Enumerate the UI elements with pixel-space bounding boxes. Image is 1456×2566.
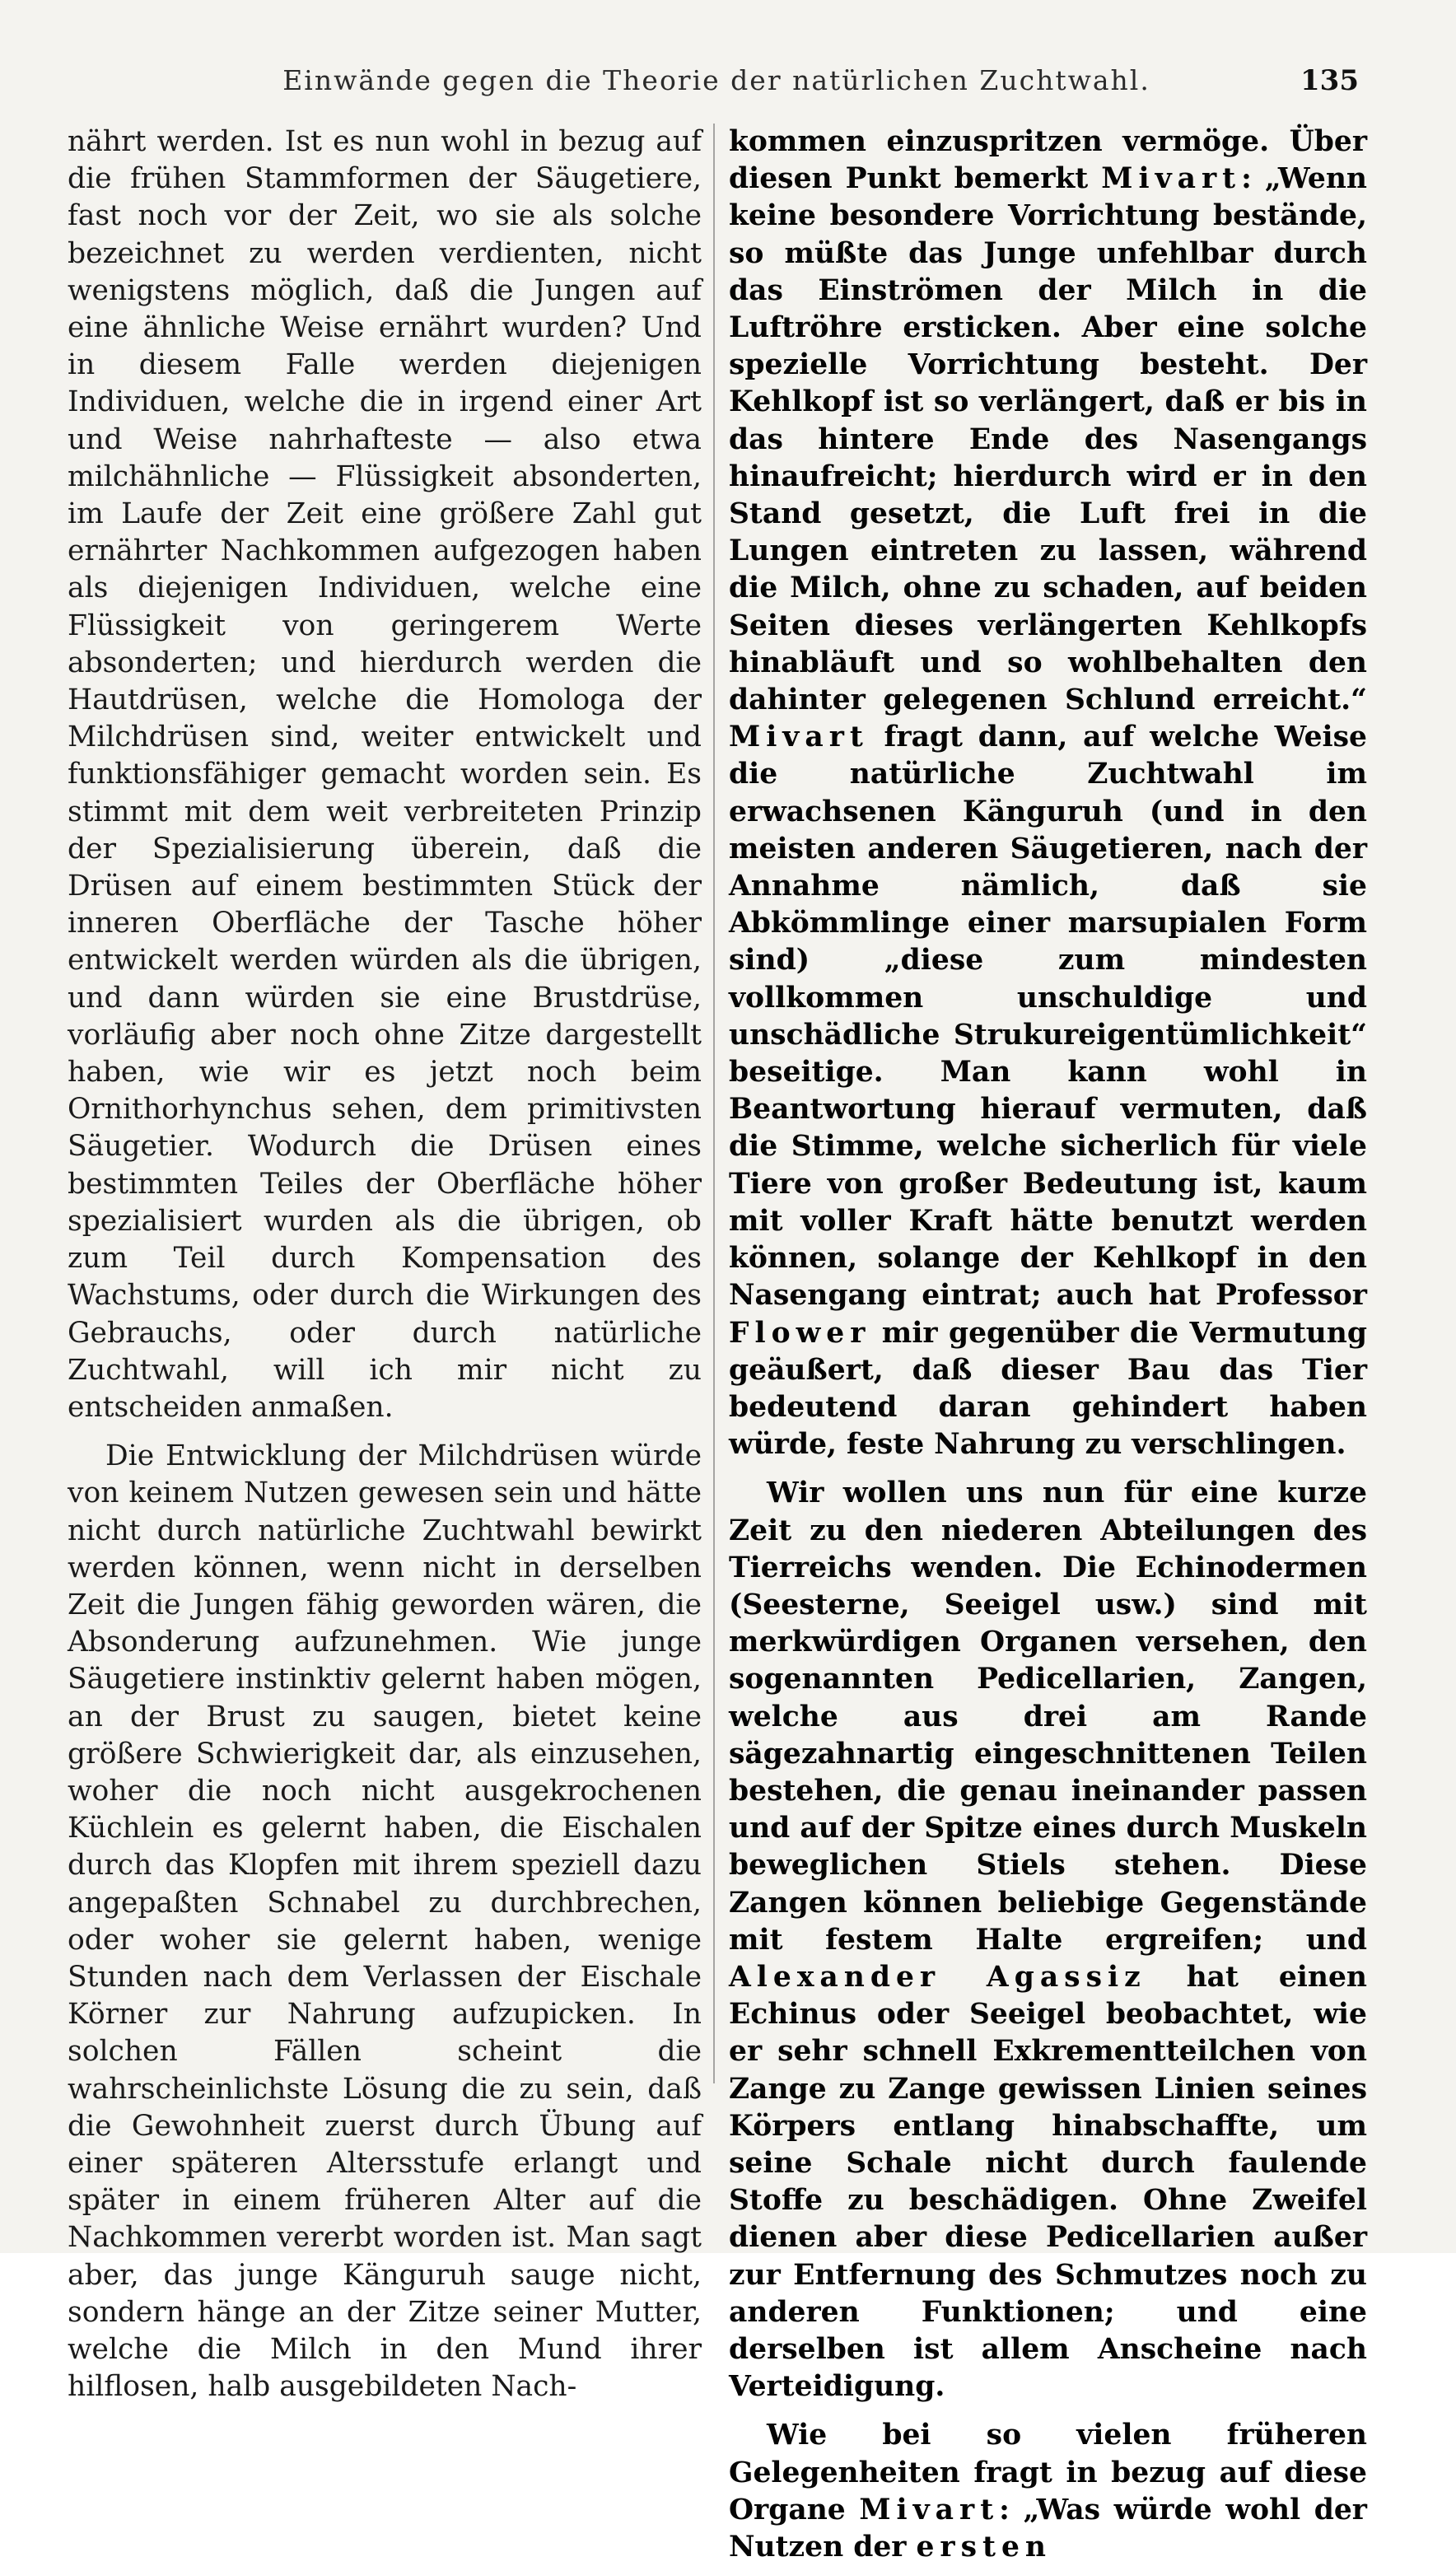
page-header: [74, 64, 1359, 114]
right-paragraph-3: [729, 2417, 1367, 2566]
author-name-flower: Flower: [729, 1316, 871, 1350]
text-span: hat einen Echinus oder Seeigel beobachtet, wie er sehr schnell Exkrementteilchen von Zange zu Zange gewissen Linien seines Körpers entlang hinabschaffte, um seine Schale nicht durch faulende Stoffe zu beschädigen. Ohne Zweifel dienen aber diese Pedicellarien außer zur Entfernung des Schmutzes noch zu anderen Funktionen; und eine derselben ist allem Anscheine nach Verteidigung.: [729, 1960, 1367, 2404]
left-paragraph-1: nährt werden. Ist es nun wohl in bezug auf die frühen Stammformen der Säugetiere, fast noch vor der Zeit, wo sie als solche bezeichnet zu werden verdienten, nicht wenigstens möglich, daß die Jungen auf eine ähnliche Weise ernährt wurden? Und in diesem Falle werden diejenigen Individuen, welche die in irgend einer Art und Weise nahrhafteste — also etwa milchähnliche — Flüssigkeit absonderten, im Laufe der Zeit eine größere Zahl gut ernährter Nachkommen aufgezogen haben als diejenigen Individuen, welche eine Flüssigkeit von geringerem Werte absonderten; und hierdurch werden die Hautdrüsen, welche die Homologa der Milchdrüsen sind, weiter entwickelt und funktionsfähiger gemacht worden sein. Es stimmt mit dem weit verbreiteten Prinzip der Spezialisierung überein, daß die Drüsen auf einem bestimmten Stück der inneren Oberfläche der Tasche höher entwickelt werden würden als die übrigen, und dann würden sie eine Brustdrüse, vorläufig aber noch ohne Zitze dargestellt haben, wie wir es jetzt noch beim Ornithorhynchus sehen, dem primitivsten Säugetier. Wodurch die Drüsen eines bestimmten Teiles der Oberfläche höher spezialisiert wurden als die übrigen, ob zum Teil durch Kompensation des Wachstums, oder durch die Wirkungen des Gebrauchs, oder durch natürliche Zuchtwahl, will ich mir nicht zu entscheiden anmaßen.: [68, 125, 702, 1424]
text-span: Wir wollen uns nun für eine kurze Zeit zu den niederen Abteilungen des Tierreichs wenden. Die Echinodermen (Seesterne, Seeigel usw.) sind mit merkwürdigen Organen versehen, den sogenannten Pedicellarien, Zangen, welche aus drei am Rande sägezahnartig eingeschnittenen Teilen bestehen, die genau ineinander passen und auf der Spitze eines durch Muskeln beweglichen Stiels stehen. Diese Zangen können beliebige Gegenstände mit festem Halte ergreifen; und: [729, 1477, 1367, 1957]
column-divider: [713, 124, 715, 2083]
emphasized-word: ersten: [916, 2531, 1052, 2564]
text-span: : „Wenn keine besondere Vorrichtung bestände, so müßte das Junge unfehlbar durch das Einströmen der Milch in die Luftröhre ersticken. Aber eine solche spezielle Vorrichtung besteht. Der Kehlkopf ist so verlängert, daß er bis in das hintere Ende des Nasengangs hinaufreicht; hierdurch wird er in den Stand gesetzt, die Luft frei in die Lungen eintreten zu lassen, während die Milch, ohne zu schaden, auf beiden Seiten dieses verlängerten Kehlkopfs hinabläuft und so wohlbehalten den dahinter gelegenen Schlund erreicht.“: [729, 162, 1367, 717]
right-paragraph-1: [729, 124, 1367, 1463]
text-span: kommen einzuspritzen vermöge. Über diesen Punkt bemerkt: [729, 125, 1367, 196]
author-name-mivart: Mivart: [1101, 162, 1242, 196]
right-paragraph-2: [729, 1475, 1367, 2405]
page-number: 135: [1300, 64, 1359, 97]
text-span: Wie bei so vielen früheren Gelegenheiten fragt in bezug auf diese Organe: [729, 2419, 1367, 2526]
text-span: fragt dann, auf welche Weise die natürliche Zuchtwahl im erwachsenen Känguruh (und in den meisten anderen Säugetieren, nach der Annahme nämlich, daß sie Abkömmlinge einer marsupialen Form sind) „diese zum mindesten vollkommen unschuldige und unschädliche Strukureigentümlichkeit“ beseitige. Man kann wohl in Beantwortung hierauf vermuten, daß die Stimme, welche sicherlich für viele Tiere von großer Bedeutung ist, kaum mit voller Kraft hätte benutzt werden können, solange der Kehlkopf in den Nasengang eintrat; auch hat Professor: [729, 721, 1367, 1313]
author-name-agassiz: Alexander Agassiz: [729, 1960, 1146, 1994]
left-column: [68, 124, 702, 2405]
author-name-mivart: Mivart: [729, 721, 869, 754]
text-span: : „Was würde wohl der Nutzen der: [729, 2493, 1367, 2564]
text-span: mir gegenüber die Vermutung geäußert, daß dieser Bau das Tier bedeutend daran gehindert haben würde, feste Nahrung zu verschlingen.: [729, 1316, 1367, 1462]
running-title: Einwände gegen die Theorie der natürlichen Zuchtwahl.: [282, 64, 1150, 96]
left-paragraph-2: Die Entwicklung der Milchdrüsen würde von keinem Nutzen gewesen sein und hätte nicht durch natürliche Zuchtwahl bewirkt werden können, wenn nicht in derselben Zeit die Jungen fähig geworden wären, die Absonderung aufzunehmen. Wie junge Säugetiere instinktiv gelernt haben mögen, an der Brust zu saugen, bietet keine größere Schwierigkeit dar, als einzusehen, woher die noch nicht ausgekrochenen Küchlein es gelernt haben, die Eischalen durch das Klopfen mit ihrem speziell dazu angepaßten Schnabel zu durchbrechen, oder woher sie gelernt haben, wenige Stunden nach dem Verlassen der Eischale Körner zur Nahrung aufzupicken. In solchen Fällen scheint die wahrscheinlichste Lösung die zu sein, daß die Gewohnheit zuerst durch Übung auf einer späteren Altersstufe erlangt und später in einem früheren Alter auf die Nachkommen vererbt worden ist. Man sagt aber, das junge Känguruh sauge nicht, sondern hänge an der Zitze seiner Mutter, welche die Milch in den Mund ihrer hilflosen, halb ausgebildeten Nach-: [68, 1439, 702, 2404]
author-name-mivart: Mivart: [859, 2493, 1000, 2526]
right-column: [729, 124, 1367, 2566]
